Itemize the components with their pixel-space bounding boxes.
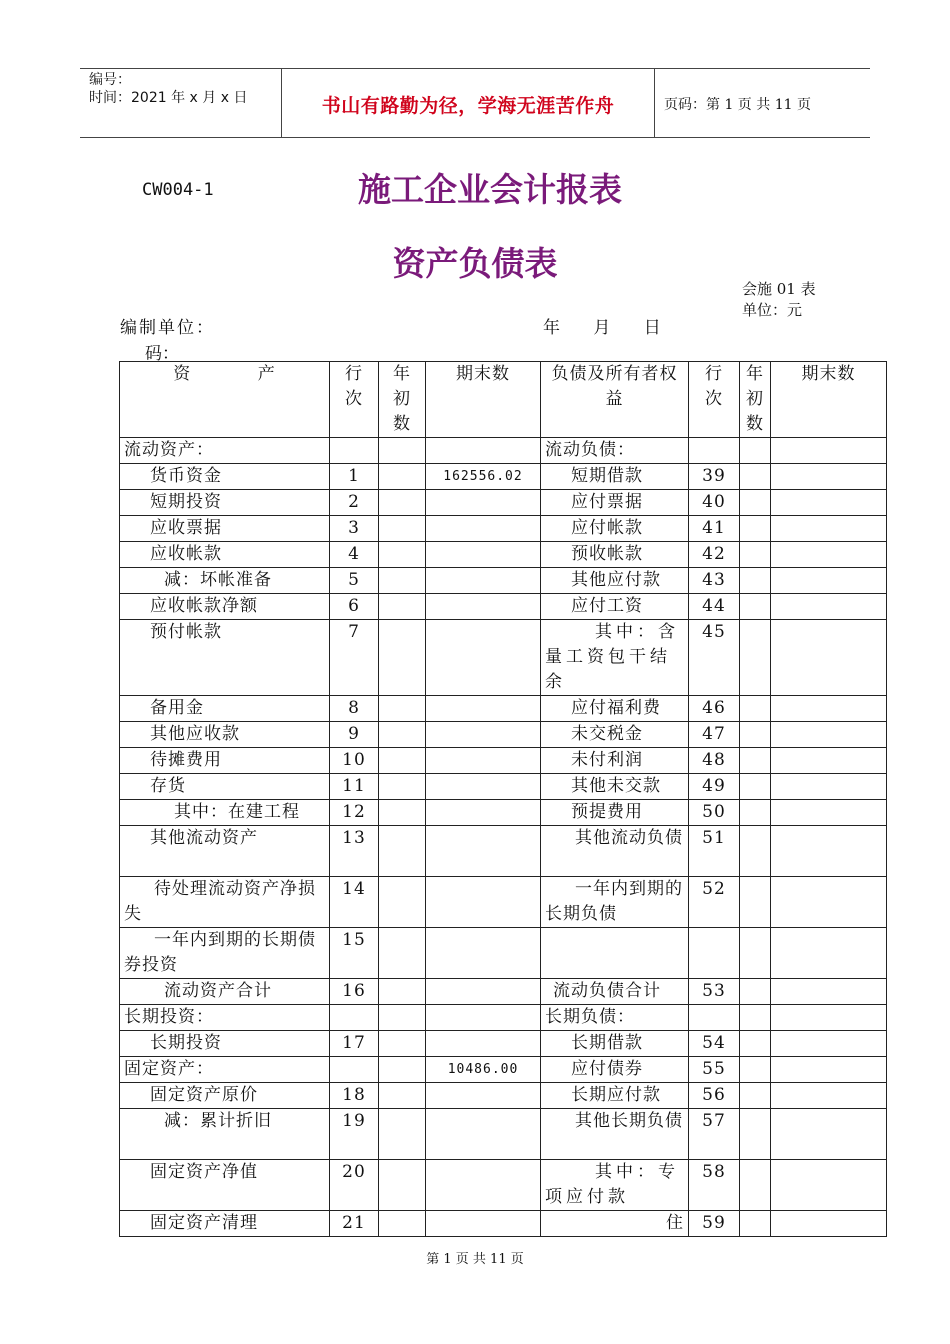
liability-begin xyxy=(740,1031,771,1057)
table-row xyxy=(120,928,887,979)
header-liabilities: 负债及所有者权益 xyxy=(541,362,689,438)
page-header xyxy=(80,68,870,138)
liability-begin xyxy=(740,877,771,928)
document-subtitle: 资产负债表 xyxy=(392,244,558,283)
liability-end xyxy=(771,620,887,696)
asset-line: 8 xyxy=(330,696,379,722)
liability-line: 41 xyxy=(689,516,740,542)
liability-line: 48 xyxy=(689,748,740,774)
table-row xyxy=(120,877,887,928)
asset-line xyxy=(330,1057,379,1083)
liability-begin xyxy=(740,1160,771,1211)
asset-line: 17 xyxy=(330,1031,379,1057)
asset-begin xyxy=(379,438,426,464)
currency-unit: 单位：元 xyxy=(742,301,803,319)
liability-end xyxy=(771,1005,887,1031)
asset-begin xyxy=(379,464,426,490)
table-row xyxy=(120,620,887,696)
asset-name: 流动资产： xyxy=(120,438,330,464)
table-row xyxy=(120,1109,887,1160)
asset-end xyxy=(426,516,541,542)
asset-name: 其他应收款 xyxy=(120,722,330,748)
form-number: 会施 01 表 xyxy=(742,280,816,298)
asset-begin xyxy=(379,774,426,800)
liability-line: 47 xyxy=(689,722,740,748)
page-footer: 第 1 页 共 11 页 xyxy=(426,1252,524,1267)
asset-end xyxy=(426,1109,541,1160)
asset-end xyxy=(426,877,541,928)
asset-line: 1 xyxy=(330,464,379,490)
asset-line xyxy=(330,1005,379,1031)
asset-line: 13 xyxy=(330,826,379,877)
header-assets: 资 产 xyxy=(120,362,330,438)
asset-begin xyxy=(379,1031,426,1057)
asset-name: 待处理流动资产净损失 xyxy=(120,877,330,928)
liability-begin xyxy=(740,800,771,826)
liability-end xyxy=(771,826,887,877)
asset-line: 5 xyxy=(330,568,379,594)
asset-name: 应收票据 xyxy=(120,516,330,542)
liability-name: 流动负债： xyxy=(541,438,689,464)
asset-end xyxy=(426,748,541,774)
asset-line: 14 xyxy=(330,877,379,928)
table-row xyxy=(120,464,887,490)
asset-end xyxy=(426,1160,541,1211)
liability-line: 55 xyxy=(689,1057,740,1083)
table-row xyxy=(120,516,887,542)
asset-line: 2 xyxy=(330,490,379,516)
liability-name: 短期借款 xyxy=(541,464,689,490)
liability-end xyxy=(771,1160,887,1211)
table-row xyxy=(120,1057,887,1083)
asset-end xyxy=(426,1211,541,1237)
liability-line: 51 xyxy=(689,826,740,877)
table-row xyxy=(120,826,887,877)
liability-name: 其中：含量工资包干结余 xyxy=(541,620,689,696)
liability-begin xyxy=(740,620,771,696)
liability-end xyxy=(771,979,887,1005)
asset-begin xyxy=(379,748,426,774)
liability-begin xyxy=(740,979,771,1005)
liability-name: 其中：专项应付款 xyxy=(541,1160,689,1211)
asset-begin xyxy=(379,722,426,748)
asset-name: 长期投资： xyxy=(120,1005,330,1031)
asset-end xyxy=(426,1083,541,1109)
asset-begin xyxy=(379,1057,426,1083)
liability-name: 未付利润 xyxy=(541,748,689,774)
asset-name: 应收帐款净额 xyxy=(120,594,330,620)
liability-begin xyxy=(740,1109,771,1160)
asset-line: 12 xyxy=(330,800,379,826)
asset-name: 减：累计折旧 xyxy=(120,1109,330,1160)
liability-begin xyxy=(740,1005,771,1031)
liability-end xyxy=(771,568,887,594)
asset-end xyxy=(426,542,541,568)
liability-begin xyxy=(740,568,771,594)
liability-begin xyxy=(740,928,771,979)
liability-end xyxy=(771,542,887,568)
header-begin xyxy=(379,362,426,438)
asset-begin xyxy=(379,696,426,722)
liability-begin xyxy=(740,594,771,620)
liability-line: 44 xyxy=(689,594,740,620)
asset-end: 10486.00 xyxy=(426,1057,541,1083)
asset-name: 其他流动资产 xyxy=(120,826,330,877)
asset-name: 短期投资 xyxy=(120,490,330,516)
liability-name: 其他未交款 xyxy=(541,774,689,800)
liability-begin xyxy=(740,1057,771,1083)
asset-end xyxy=(426,620,541,696)
preparing-unit-label: 编制单位： xyxy=(120,318,215,338)
asset-begin xyxy=(379,490,426,516)
table-row xyxy=(120,800,887,826)
liability-end xyxy=(771,464,887,490)
liability-end xyxy=(771,928,887,979)
liability-begin xyxy=(740,438,771,464)
asset-begin xyxy=(379,1109,426,1160)
liability-line: 54 xyxy=(689,1031,740,1057)
header-line-no xyxy=(330,362,379,438)
table-row xyxy=(120,438,887,464)
liability-name: 长期负债： xyxy=(541,1005,689,1031)
liability-end xyxy=(771,438,887,464)
table-row xyxy=(120,1031,887,1057)
asset-line: 7 xyxy=(330,620,379,696)
asset-end xyxy=(426,1005,541,1031)
asset-begin xyxy=(379,1083,426,1109)
asset-end xyxy=(426,774,541,800)
asset-line: 21 xyxy=(330,1211,379,1237)
liability-begin xyxy=(740,490,771,516)
asset-end xyxy=(426,696,541,722)
liability-end xyxy=(771,1057,887,1083)
liability-begin xyxy=(740,722,771,748)
header-line-no-2-text: 行次 xyxy=(705,364,723,409)
liability-name: 长期借款 xyxy=(541,1031,689,1057)
asset-begin xyxy=(379,1005,426,1031)
table-row xyxy=(120,568,887,594)
liability-end xyxy=(771,1211,887,1237)
asset-end xyxy=(426,594,541,620)
liability-end xyxy=(771,877,887,928)
asset-name: 流动资产合计 xyxy=(120,979,330,1005)
liability-begin xyxy=(740,774,771,800)
form-code: CW004-1 xyxy=(142,180,214,200)
asset-line: 20 xyxy=(330,1160,379,1211)
asset-begin xyxy=(379,826,426,877)
header-end-2: 期末数 xyxy=(771,362,887,438)
liability-name: 预收帐款 xyxy=(541,542,689,568)
asset-name: 固定资产清理 xyxy=(120,1211,330,1237)
asset-name: 固定资产净值 xyxy=(120,1160,330,1211)
liability-begin xyxy=(740,826,771,877)
asset-begin xyxy=(379,800,426,826)
liability-name: 预提费用 xyxy=(541,800,689,826)
asset-line: 10 xyxy=(330,748,379,774)
asset-end xyxy=(426,800,541,826)
asset-begin xyxy=(379,1211,426,1237)
liability-line: 39 xyxy=(689,464,740,490)
asset-begin xyxy=(379,979,426,1005)
table-header-row xyxy=(120,362,887,438)
table-row xyxy=(120,1211,887,1237)
liability-name: 应付票据 xyxy=(541,490,689,516)
liability-name: 其他长期负债 xyxy=(541,1109,689,1160)
liability-line: 49 xyxy=(689,774,740,800)
asset-name: 固定资产原价 xyxy=(120,1083,330,1109)
table-row xyxy=(120,594,887,620)
liability-name: 应付债券 xyxy=(541,1057,689,1083)
liability-name: 应付帐款 xyxy=(541,516,689,542)
table-row xyxy=(120,748,887,774)
table-row xyxy=(120,1160,887,1211)
asset-begin xyxy=(379,542,426,568)
liability-begin xyxy=(740,516,771,542)
asset-end: 162556.02 xyxy=(426,464,541,490)
asset-line: 9 xyxy=(330,722,379,748)
asset-begin xyxy=(379,928,426,979)
liability-end xyxy=(771,1083,887,1109)
liability-line: 57 xyxy=(689,1109,740,1160)
liability-line: 52 xyxy=(689,877,740,928)
liability-end xyxy=(771,1109,887,1160)
header-end: 期末数 xyxy=(426,362,541,438)
liability-name: 流动负债合计 xyxy=(541,979,689,1005)
liability-line: 53 xyxy=(689,979,740,1005)
liability-end xyxy=(771,800,887,826)
asset-line: 16 xyxy=(330,979,379,1005)
liability-line xyxy=(689,438,740,464)
date-label: 年 月 日 xyxy=(543,318,661,338)
header-divider xyxy=(654,69,655,137)
liability-end xyxy=(771,490,887,516)
asset-end xyxy=(426,1031,541,1057)
liability-name: 其他应付款 xyxy=(541,568,689,594)
asset-line: 11 xyxy=(330,774,379,800)
asset-line: 4 xyxy=(330,542,379,568)
number-label: 编号： xyxy=(89,72,131,88)
liability-begin xyxy=(740,1211,771,1237)
asset-line: 18 xyxy=(330,1083,379,1109)
asset-begin xyxy=(379,1160,426,1211)
asset-line: 19 xyxy=(330,1109,379,1160)
header-begin-2-text: 年初数 xyxy=(746,364,764,434)
asset-end xyxy=(426,928,541,979)
table-row xyxy=(120,490,887,516)
liability-end xyxy=(771,516,887,542)
liability-name: 其他流动负债 xyxy=(541,826,689,877)
asset-end xyxy=(426,979,541,1005)
liability-line: 42 xyxy=(689,542,740,568)
asset-name: 固定资产： xyxy=(120,1057,330,1083)
liability-name: 未交税金 xyxy=(541,722,689,748)
liability-line: 56 xyxy=(689,1083,740,1109)
balance-sheet-table xyxy=(119,361,887,1237)
liability-end xyxy=(771,722,887,748)
table-row xyxy=(120,722,887,748)
asset-name: 减：坏帐准备 xyxy=(120,568,330,594)
table-row xyxy=(120,542,887,568)
liability-line: 50 xyxy=(689,800,740,826)
table-row xyxy=(120,1083,887,1109)
liability-begin xyxy=(740,748,771,774)
asset-end xyxy=(426,490,541,516)
asset-end xyxy=(426,438,541,464)
asset-line xyxy=(330,438,379,464)
header-line-no-text: 行次 xyxy=(345,364,363,409)
liability-line: 40 xyxy=(689,490,740,516)
asset-line: 3 xyxy=(330,516,379,542)
asset-begin xyxy=(379,568,426,594)
liability-begin xyxy=(740,542,771,568)
asset-name: 一年内到期的长期债券投资 xyxy=(120,928,330,979)
document-title: 施工企业会计报表 xyxy=(358,170,622,209)
liability-end xyxy=(771,594,887,620)
liability-name: 住 xyxy=(541,1211,689,1237)
liability-begin xyxy=(740,1083,771,1109)
liability-line: 43 xyxy=(689,568,740,594)
liability-name: 长期应付款 xyxy=(541,1083,689,1109)
liability-line: 58 xyxy=(689,1160,740,1211)
code-label: 码： xyxy=(145,344,179,364)
table-row xyxy=(120,979,887,1005)
asset-name: 待摊费用 xyxy=(120,748,330,774)
asset-begin xyxy=(379,594,426,620)
liability-name: 一年内到期的长期负债 xyxy=(541,877,689,928)
asset-name: 货币资金 xyxy=(120,464,330,490)
liability-line xyxy=(689,928,740,979)
header-begin-2 xyxy=(740,362,771,438)
liability-name: 应付工资 xyxy=(541,594,689,620)
table-row xyxy=(120,696,887,722)
liability-line xyxy=(689,1005,740,1031)
time-label: 时间：2021 年 x 月 x 日 xyxy=(89,90,248,106)
asset-begin xyxy=(379,620,426,696)
asset-line: 6 xyxy=(330,594,379,620)
liability-line: 45 xyxy=(689,620,740,696)
header-motto: 书山有路勤为径，学海无涯苦作舟 xyxy=(321,95,615,117)
liability-end xyxy=(771,696,887,722)
liability-name: 应付福利费 xyxy=(541,696,689,722)
liability-name xyxy=(541,928,689,979)
header-meta xyxy=(89,71,247,107)
liability-end xyxy=(771,748,887,774)
header-begin-text: 年初数 xyxy=(393,364,411,434)
asset-line: 15 xyxy=(330,928,379,979)
header-page-number: 页码：第 1 页 共 11 页 xyxy=(664,97,811,113)
asset-begin xyxy=(379,877,426,928)
table-row xyxy=(120,1005,887,1031)
asset-name: 长期投资 xyxy=(120,1031,330,1057)
asset-begin xyxy=(379,516,426,542)
liability-line: 46 xyxy=(689,696,740,722)
header-line-no-2 xyxy=(689,362,740,438)
asset-end xyxy=(426,826,541,877)
asset-name: 其中：在建工程 xyxy=(120,800,330,826)
asset-name: 应收帐款 xyxy=(120,542,330,568)
asset-end xyxy=(426,568,541,594)
liability-begin xyxy=(740,696,771,722)
liability-end xyxy=(771,774,887,800)
asset-name: 备用金 xyxy=(120,696,330,722)
asset-name: 预付帐款 xyxy=(120,620,330,696)
liability-line: 59 xyxy=(689,1211,740,1237)
asset-end xyxy=(426,722,541,748)
table-row xyxy=(120,774,887,800)
liability-begin xyxy=(740,464,771,490)
form-number-block xyxy=(742,279,816,321)
liability-end xyxy=(771,1031,887,1057)
asset-name: 存货 xyxy=(120,774,330,800)
